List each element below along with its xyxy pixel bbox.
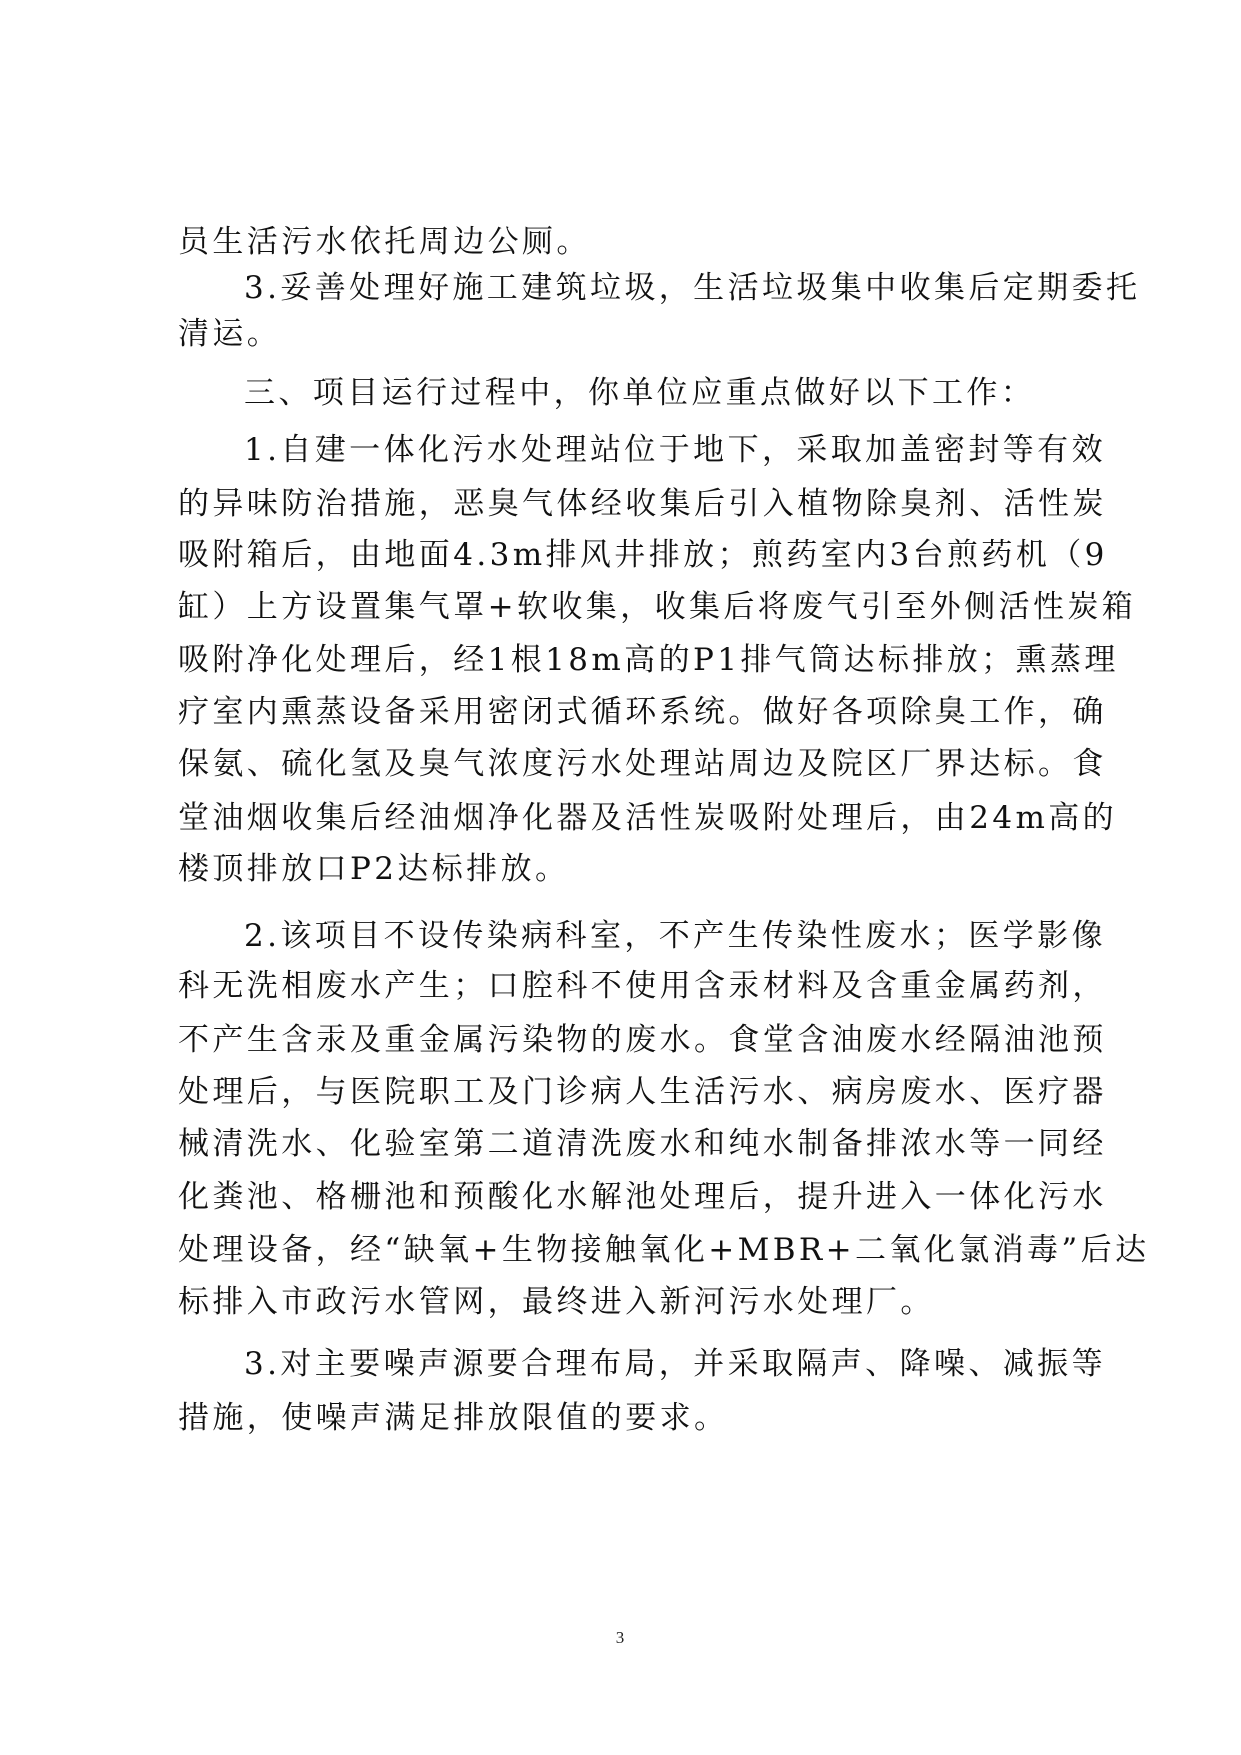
text-line: 3.对主要噪声源要合理布局，并采取隔声、降噪、减振等 — [244, 1346, 1106, 1382]
page-number: 3 — [615, 1628, 625, 1647]
section-heading: 三、项目运行过程中，你单位应重点做好以下工作： — [244, 375, 1036, 411]
text-line: 不产生含汞及重金属污染物的废水。食堂含油废水经隔油池预 — [178, 1022, 1107, 1058]
text-line: 楼顶排放口P2达标排放。 — [178, 851, 570, 887]
text-line: 标排入市政污水管网，最终进入新河污水处理厂。 — [178, 1284, 935, 1320]
text-line: 吸附箱后，由地面4.3m排风井排放；煎药室内3台煎药机（9 — [178, 537, 1108, 573]
text-line: 的异味防治措施，恶臭气体经收集后引入植物除臭剂、活性炭 — [178, 486, 1107, 522]
text-line: 处理后，与医院职工及门诊病人生活污水、病房废水、医疗器 — [178, 1074, 1107, 1110]
text-line: 3.妥善处理好施工建筑垃圾，生活垃圾集中收集后定期委托 — [244, 270, 1141, 306]
text-line: 保氨、硫化氢及臭气浓度污水处理站周边及院区厂界达标。食 — [178, 746, 1107, 782]
text-line: 缸）上方设置集气罩+软收集，收集后将废气引至外侧活性炭箱 — [178, 589, 1137, 625]
text-line: 堂油烟收集后经油烟净化器及活性炭吸附处理后，由24m高的 — [178, 800, 1118, 836]
text-line: 化粪池、格栅池和预酸化水解池处理后，提升进入一体化污水 — [178, 1179, 1107, 1215]
text-line: 清运。 — [178, 316, 282, 352]
text-line: 械清洗水、化验室第二道清洗废水和纯水制备排浓水等一同经 — [178, 1126, 1107, 1162]
text-line: 疗室内熏蒸设备采用密闭式循环系统。做好各项除臭工作，确 — [178, 694, 1107, 730]
text-line: 处理设备，经“缺氧+生物接触氧化+MBR+二氧化氯消毒”后达 — [178, 1232, 1150, 1268]
text-line: 科无洗相废水产生；口腔科不使用含汞材料及含重金属药剂， — [178, 968, 1107, 1004]
text-line: 措施，使噪声满足排放限值的要求。 — [178, 1400, 729, 1436]
text-line: 1.自建一体化污水处理站位于地下，采取加盖密封等有效 — [244, 432, 1106, 468]
text-line: 吸附净化处理后，经1根18m高的P1排气筒达标排放；熏蒸理 — [178, 642, 1119, 678]
text-line: 员生活污水依托周边公厕。 — [178, 224, 591, 260]
text-line: 2.该项目不设传染病科室，不产生传染性废水；医学影像 — [244, 918, 1106, 954]
